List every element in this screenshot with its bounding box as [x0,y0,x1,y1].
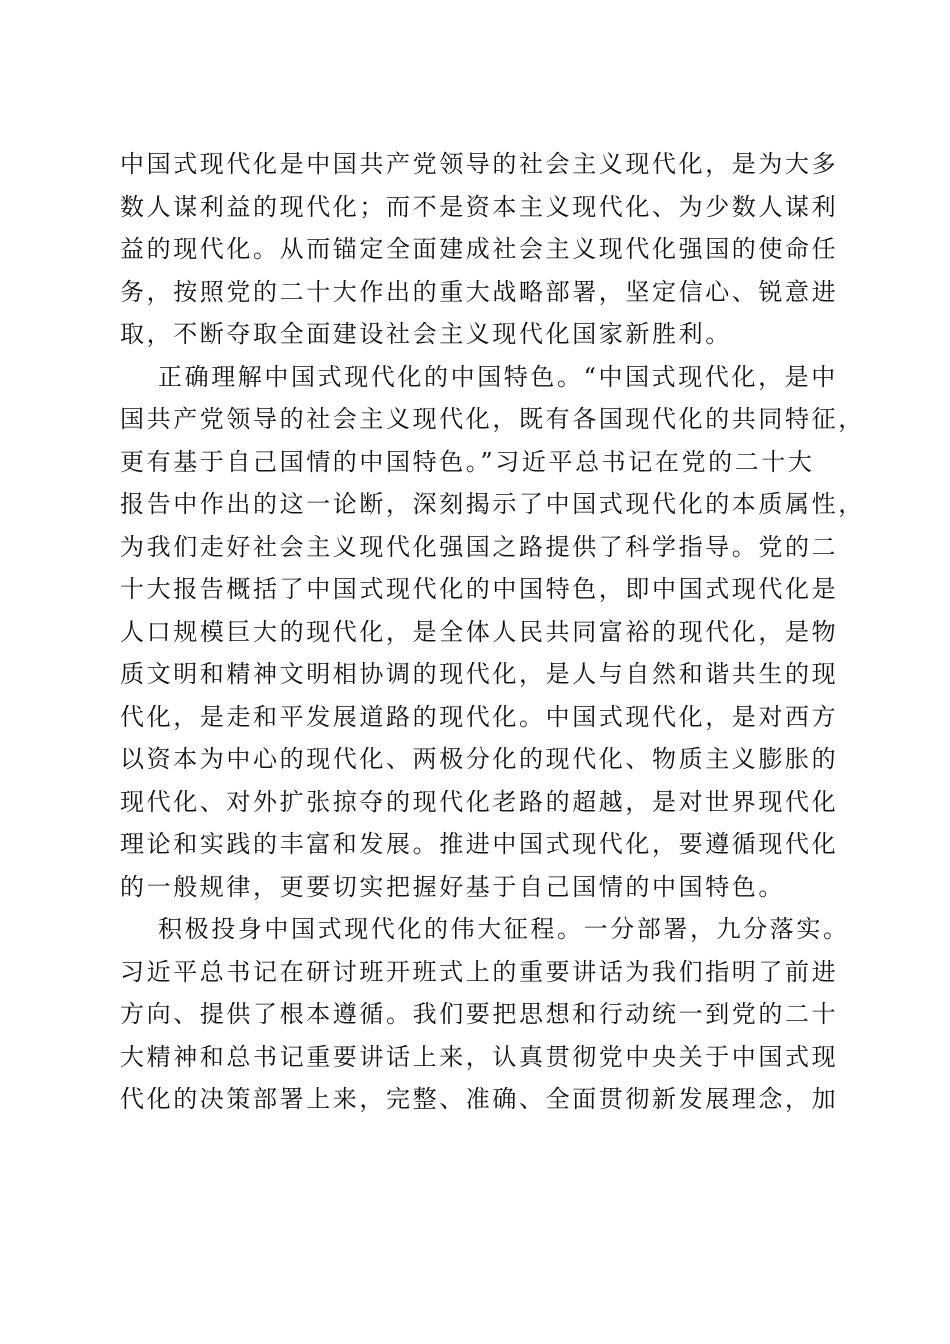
paragraph-3 [120,908,850,1121]
text-line: 代化，是走和平发展道路的现代化。中国式现代化，是对西方 [120,702,839,731]
text-line: 益的现代化。从而锚定全面建成社会主义现代化强国的使命任 [120,235,839,263]
document-body [120,143,865,1121]
text-line: 中国式现代化是中国共产党领导的社会主义现代化，是为大多 [120,150,839,178]
paragraph-2 [120,356,865,909]
text-line: 务，按照党的二十大作出的重大战略部署，坚定信心、锐意进 [120,277,839,306]
text-line: 报告中作出的这一论断，深刻揭示了中国式现代化的本质属性， [120,490,865,518]
text-line: 正确理解中国式现代化的中国特色。“中国式现代化，是中 [158,362,838,391]
paragraph-1 [120,143,839,356]
text-line: 人口规模巨大的现代化，是全体人民共同富裕的现代化，是物 [120,617,839,646]
text-line: 大精神和总书记重要讲话上来，认真贯彻党中央关于中国式现 [120,1042,839,1071]
text-line: 十大报告概括了中国式现代化的中国特色，即中国式现代化是 [120,575,839,603]
text-line: 方向、提供了根本遵循。我们要把思想和行动统一到党的二十 [120,1000,839,1028]
text-line: 更有基于自己国情的中国特色。”习近平总书记在党的二十大 [120,447,815,476]
text-line: 为我们走好社会主义现代化强国之路提供了科学指导。党的二 [120,532,839,561]
text-line: 积极投身中国式现代化的伟大征程。一分部署，九分落实。 [158,915,850,943]
text-line: 数人谋利益的现代化；而不是资本主义现代化、为少数人谋利 [120,192,839,221]
text-line: 取，不断夺取全面建设社会主义现代化国家新胜利。 [120,320,732,348]
text-line: 代化的决策部署上来，完整、准确、全面贯彻新发展理念，加 [120,1085,839,1113]
text-line: 的一般规律，更要切实把握好基于自己国情的中国特色。 [120,872,785,901]
text-line: 以资本为中心的现代化、两极分化的现代化、物质主义膨胀的 [120,745,839,773]
text-line: 国共产党领导的社会主义现代化，既有各国现代化的共同特征， [120,405,865,433]
text-line: 习近平总书记在研讨班开班式上的重要讲话为我们指明了前进 [120,957,839,986]
text-line: 质文明和精神文明相协调的现代化，是人与自然和谐共生的现 [120,660,839,688]
text-line: 理论和实践的丰富和发展。推进中国式现代化，要遵循现代化 [120,830,839,858]
text-line: 现代化、对外扩张掠夺的现代化老路的超越，是对世界现代化 [120,787,839,816]
